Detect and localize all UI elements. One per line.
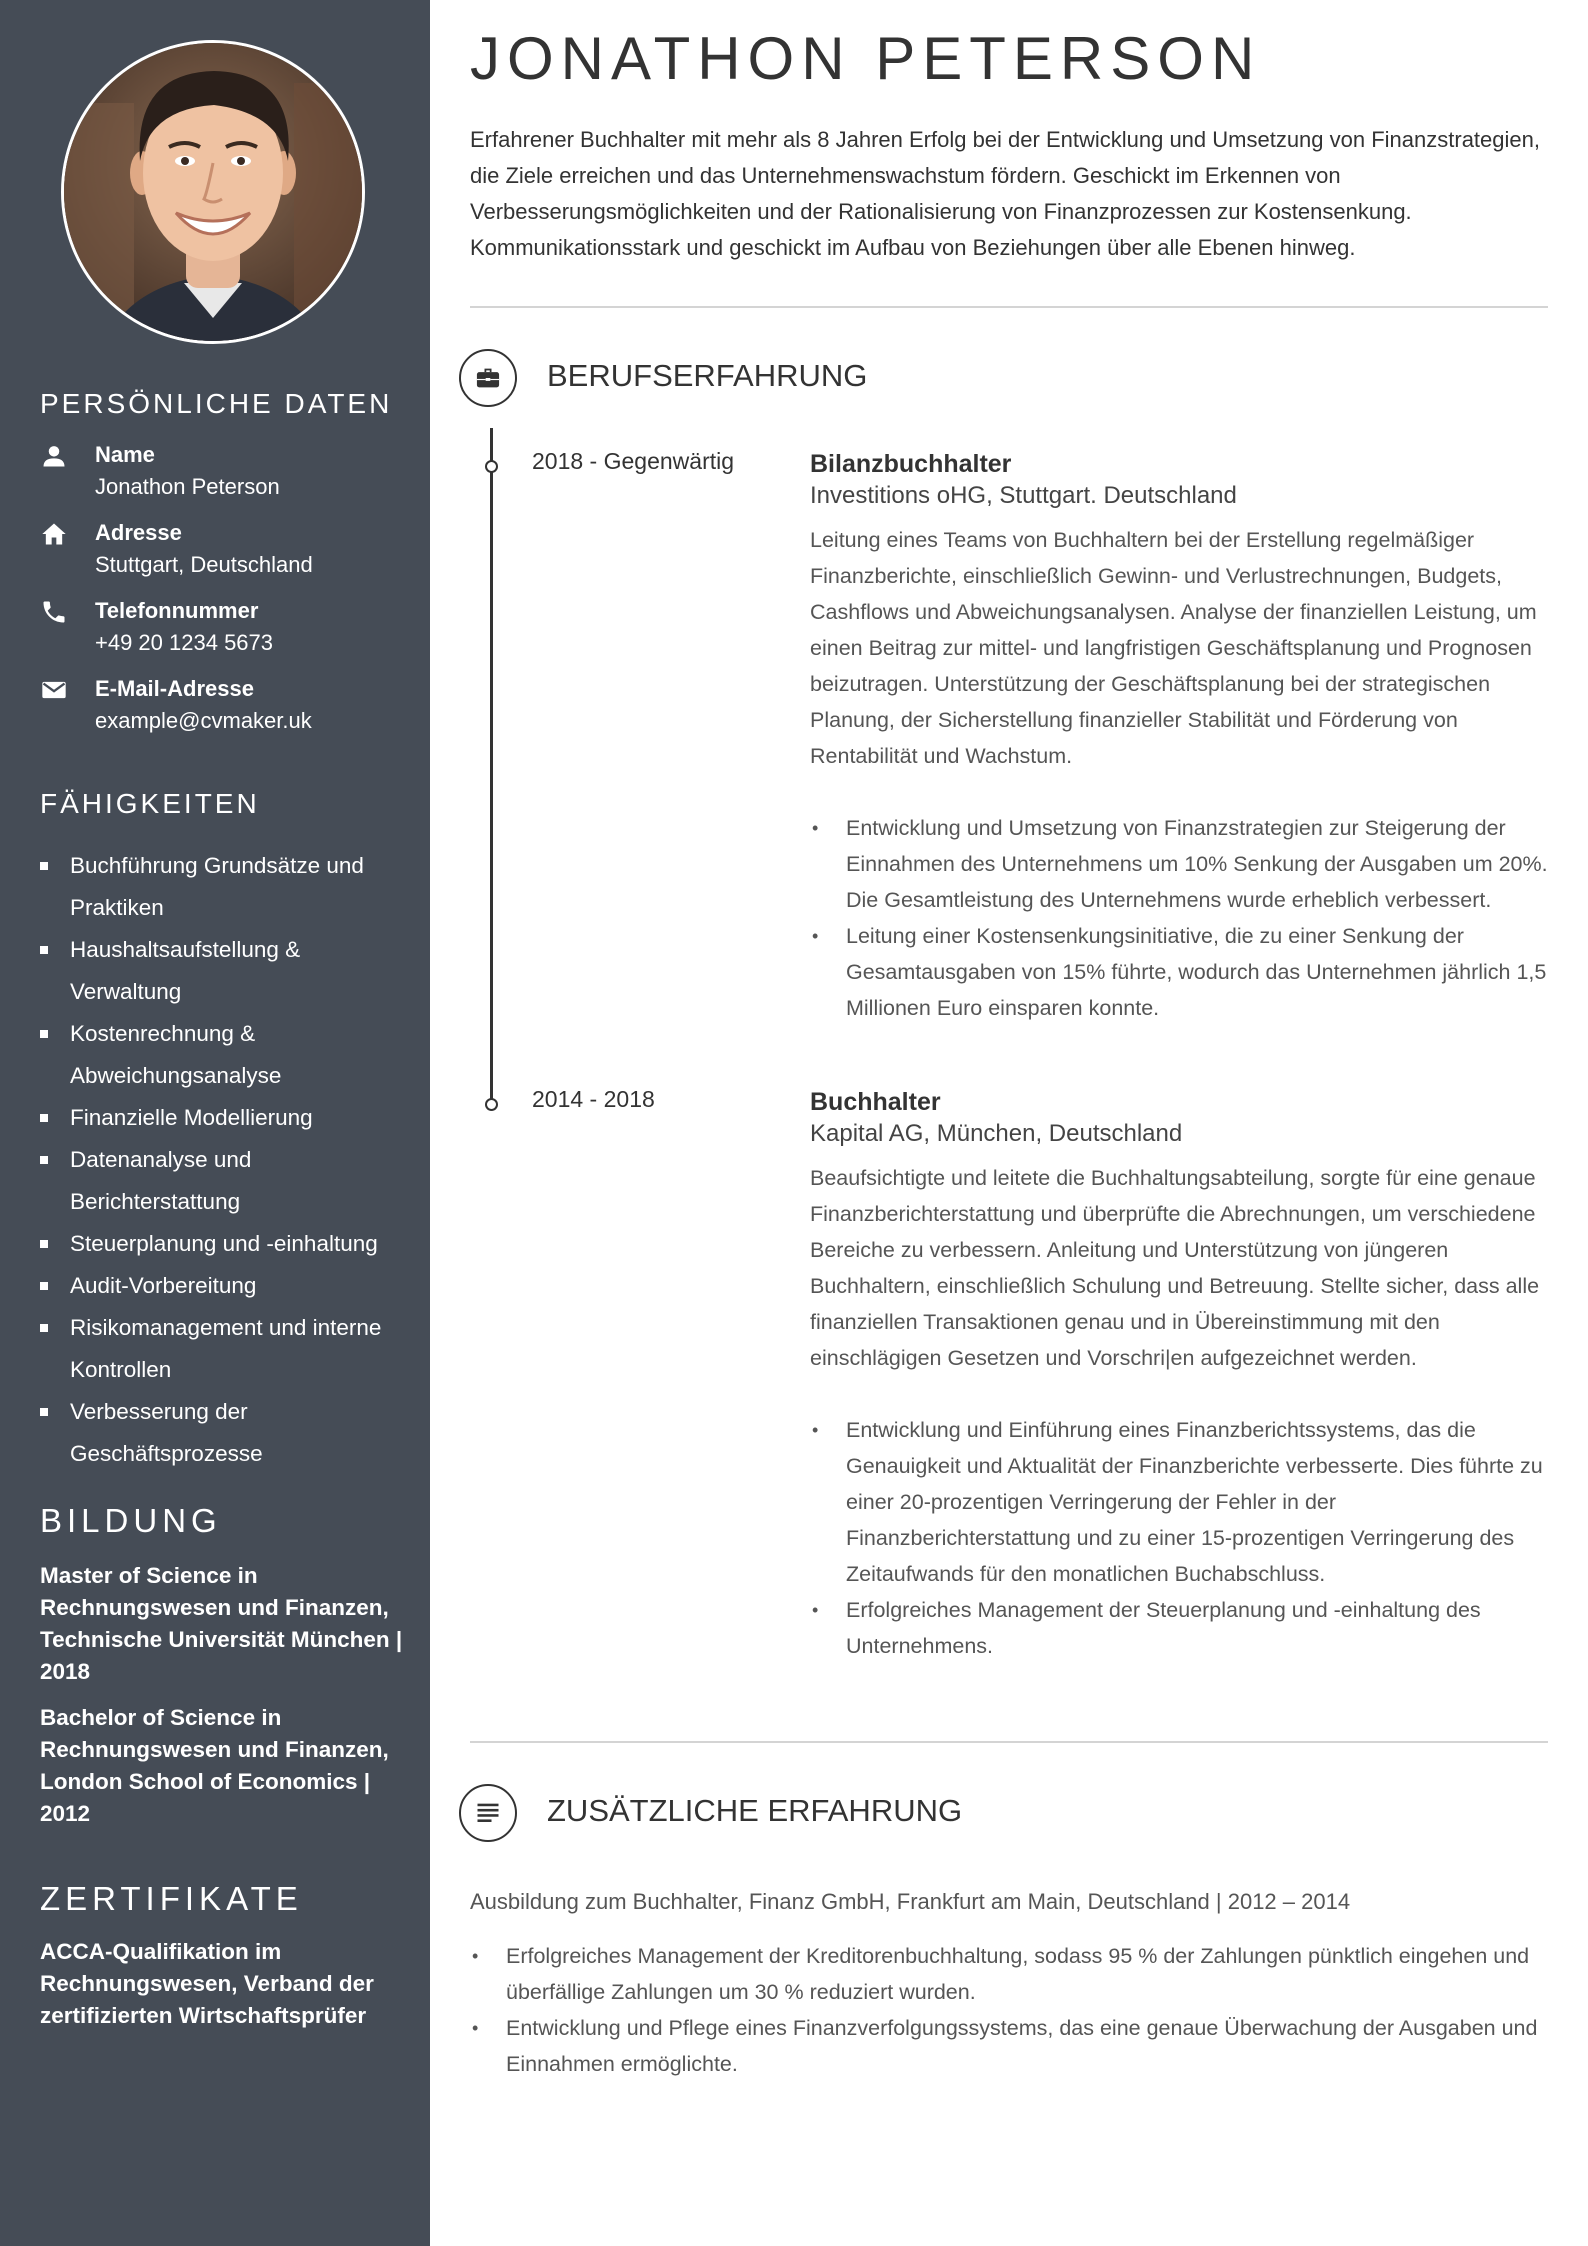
skill-item: Steuerplanung und -einhaltung (40, 1223, 410, 1265)
additional-entry: Ausbildung zum Buchhalter, Finanz GmbH, Frankfurt am Main, Deutschland | 2012 – 2014 (470, 1889, 1351, 1914)
job-company: Investitions oHG, Stuttgart. Deutschland (810, 482, 1237, 509)
phone-value: +49 20 1234 5673 (95, 630, 274, 655)
timeline-line (490, 428, 493, 1108)
summary: Erfahrener Buchhalter mit mehr als 8 Jahren Erfolg bei der Entwicklung und Umsetzung von Finanzstrategien, die Ziele erreichen und das Unternehmenswachstum fördern. Geschickt im Erkennen von Verbesserungsmöglichkeiten und der Rationalisierung von Finanzprozessen zur Kostensenkung. Kommunikationsstark und geschickt im Aufbau von Beziehungen über alle Ebenen hinweg. (470, 127, 1540, 260)
candidate-name: JONATHON PETERSON (470, 25, 1262, 92)
personal-name (40, 440, 420, 510)
job-date: 2018 - Gegenwärtig (532, 448, 735, 474)
divider (470, 1741, 1548, 1743)
email-label: E-Mail-Adresse (95, 676, 254, 701)
main-content (430, 0, 1588, 2246)
job-description: Leitung eines Teams von Buchhaltern bei der Erstellung regelmäßiger Finanzberichte, einschließlich Gewinn- und Verlustrechnungen, Budgets, Cashflows und Abweichungsanalysen. Analyse der finanziellen Leistung, um einen Beitrag zur mittel- und langfristigen Geschäftsplanung und Prognosen beizutragen. Unterstützung der Geschäftsplanung bei der strategischen Planung, der Sicherstellung finanzieller Stabilität und Förderung von Rentabilität und Wachstum. (810, 528, 1537, 768)
divider (470, 306, 1548, 308)
skill-item: Kostenrechnung & Abweichungsanalyse (40, 1013, 410, 1097)
achievement-item: • Erfolgreiches Management der Steuerplanung und -einhaltung des Unternehmens. (810, 1592, 1552, 1664)
timeline-dot (485, 460, 498, 473)
skill-item: Datenanalyse und Berichterstattung (40, 1139, 410, 1223)
education-heading: BILDUNG (40, 1502, 222, 1539)
certificate-item: ACCA-Qualifikation im Rechnungswesen, Verband der zertifizierten Wirtschaftsprüfer (40, 1939, 374, 2028)
achievement-item: • Leitung einer Kostensenkungsinitiative, die zu einer Senkung der Gesamtausgaben von 15% führte, wodurch das Unternehmen jährlich 1,5 Millionen Euro einsparen konnte. (810, 918, 1552, 1026)
personal-email (40, 674, 420, 744)
skill-item: Finanzielle Modellierung (40, 1097, 410, 1139)
job-entry (810, 448, 1552, 1026)
home-icon (40, 520, 68, 548)
achievement-item: • Entwicklung und Einführung eines Finanzberichtssystems, das die Genauigkeit und Aktualität der Finanzberichte verbesserte. Dies führte zu einer 20-prozentigen Verringerung der Fehler in der Finanzberichterstattung und zu einer 15-prozentigen Verringerung des Zeitaufwands für den monatlichen Buchabschluss. (810, 1412, 1552, 1592)
job-company: Kapital AG, München, Deutschland (810, 1120, 1183, 1147)
name-value: Jonathon Peterson (95, 474, 280, 499)
job-description: Beaufsichtigte und leitete die Buchhaltungsabteilung, sorgte für eine genaue Finanzberichterstattung und überprüfte die Abrechnungen, um verschiedene Bereiche zu verbessern. Anleitung und Unterstützung von jüngeren Buchhaltern, einschließlich Schulung und Betreuung. Stellte sicher, dass alle finanziellen Transaktionen genau und in Übereinstimmung mit den einschlägigen Gesetzen und Vorschri|en aufgezeichnet werden. (810, 1166, 1540, 1370)
address-label: Adresse (95, 520, 182, 545)
personal-address (40, 518, 420, 588)
phone-label: Telefonnummer (95, 598, 259, 623)
job-title: Bilanzbuchhalter (810, 450, 1012, 478)
skill-item: Risikomanagement und interne Kontrollen (40, 1307, 410, 1391)
phone-icon (40, 598, 68, 626)
personal-phone (40, 596, 420, 666)
achievement-item: • Erfolgreiches Management der Kreditorenbuchhaltung, sodass 95 % der Zahlungen pünktlich eingehen und überfällige Zahlungen um 30 % reduziert wurden. (470, 1938, 1550, 2010)
education-item: Master of Science in Rechnungswesen und Finanzen, Technische Universität München | 2018 (40, 1563, 403, 1684)
achievement-item: • Entwicklung und Pflege eines Finanzverfolgungssystems, das eine genaue Überwachung der Ausgaben und Einnahmen ermöglichte. (470, 2010, 1550, 2082)
skill-item: Verbesserung der Geschäftsprozesse (40, 1391, 410, 1475)
address-value: Stuttgart, Deutschland (95, 552, 313, 577)
job-date: 2014 - 2018 (532, 1086, 655, 1112)
experience-heading: BERUFSERFAHRUNG (547, 358, 868, 393)
timeline-dot (485, 1098, 498, 1111)
name-label: Name (95, 442, 155, 467)
profile-photo-image (64, 43, 362, 341)
education-item: Bachelor of Science in Rechnungswesen und Finanzen, London School of Economics | 2012 (40, 1705, 389, 1826)
sidebar (0, 0, 430, 2246)
profile-photo (61, 40, 365, 344)
job-achievements (810, 810, 1552, 1026)
experience-section-icon (459, 349, 517, 407)
achievement-item: • Entwicklung und Umsetzung von Finanzstrategien zur Steigerung der Einnahmen des Unternehmens um 10% Senkung der Ausgaben um 20%. Die Gesamtleistung des Unternehmens wurde erheblich verbessert. (810, 810, 1552, 918)
job-achievements (810, 1412, 1552, 1664)
personal-data-heading: PERSÖNLICHE DATEN (40, 388, 393, 419)
skill-item: Buchführung Grundsätze und Praktiken (40, 845, 410, 929)
job-title: Buchhalter (810, 1088, 941, 1116)
skills-list (40, 845, 410, 1475)
skills-heading: FÄHIGKEITEN (40, 788, 260, 819)
email-icon (40, 676, 68, 704)
person-icon (40, 442, 68, 470)
skill-item: Audit-Vorbereitung (40, 1265, 410, 1307)
additional-bullets-wrap (470, 1938, 1550, 2082)
document-lines-icon (474, 1799, 502, 1827)
additional-achievements (470, 1938, 1550, 2082)
certificates-heading: ZERTIFIKATE (40, 1880, 303, 1917)
briefcase-icon (474, 364, 502, 392)
job-entry (810, 1086, 1552, 1664)
additional-section-icon (459, 1784, 517, 1842)
additional-heading: ZUSÄTZLICHE ERFAHRUNG (547, 1793, 963, 1828)
email-value: example@cvmaker.uk (95, 708, 312, 733)
skill-item: Haushaltsaufstellung & Verwaltung (40, 929, 410, 1013)
